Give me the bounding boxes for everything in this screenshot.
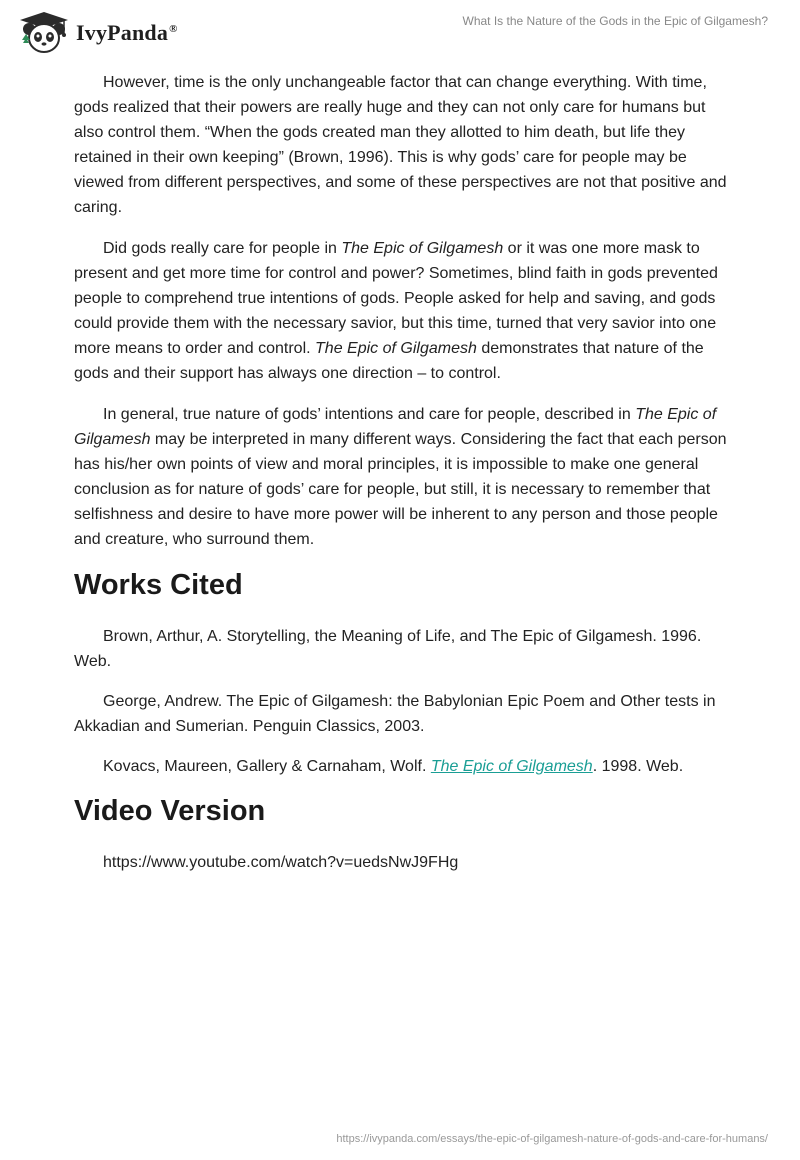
book-title: The Epic of Gilgamesh xyxy=(74,406,717,448)
brand-name: IvyPanda® xyxy=(76,20,178,45)
panda-logo-icon xyxy=(14,10,74,56)
book-title: The Epic of Gilgamesh xyxy=(341,240,504,257)
video-version-heading: Video Version xyxy=(74,795,266,827)
citation-1: Brown, Arthur, A. Storytelling, the Meaning of Life, and The Epic of Gilgamesh. 1996. Web. xyxy=(74,628,702,670)
epic-of-gilgamesh-link[interactable]: The Epic of Gilgamesh xyxy=(430,758,593,775)
document-title: What Is the Nature of the Gods in the Epic of Gilgamesh? xyxy=(462,14,768,28)
paragraph-1: However, time is the only unchangeable factor that can change everything. With time, gods realized that their powers are really huge and they can not only care for humans but also control them. “When the gods created man they allotted to him death, but life they retained in their own keeping” (Brown, 1996). This is why gods’ care for people may be viewed from different perspectives, and some of these perspectives are not that positive and caring. xyxy=(74,74,727,216)
book-title: The Epic of Gilgamesh xyxy=(315,340,477,357)
works-cited-heading: Works Cited xyxy=(74,569,243,601)
paragraph-3: In general, true nature of gods’ intentions and care for people, described in The Epic of Gilgamesh may be interpreted in many different ways. Considering the fact that each person has his/her own points of view and moral principles, it is impossible to make one general conclusion as for nature of gods’ care for people, but still, it is necessary to remember that selfishness and desire to have more power will be inherent to any person and those people and creature, who surround them. xyxy=(74,406,727,548)
essay-content xyxy=(74,70,728,891)
video-url: https://www.youtube.com/watch?v=uedsNwJ9FHg xyxy=(103,854,459,871)
citation-2: George, Andrew. The Epic of Gilgamesh: the Babylonian Epic Poem and Other tests in Akkadian and Sumerian. Penguin Classics, 2003. xyxy=(74,693,716,735)
brand-logo[interactable] xyxy=(14,10,178,56)
footer-source-url: https://ivypanda.com/essays/the-epic-of-gilgamesh-nature-of-gods-and-care-for-humans/ xyxy=(336,1133,768,1145)
paragraph-2: Did gods really care for people in The Epic of Gilgamesh or it was one more mask to present and get more time for control and power? Sometimes, blind faith in gods prevented people to comprehend true intentions of gods. People asked for help and saving, and gods could provide them with the necessary savior, but this time, turned that very savior into one more means to order and control. The Epic of Gilgamesh demonstrates that nature of the gods and their support has always one direction – to control. xyxy=(74,240,718,382)
citation-3: Kovacs, Maureen, Gallery & Carnaham, Wolf. The Epic of Gilgamesh. 1998. Web. xyxy=(103,758,684,775)
